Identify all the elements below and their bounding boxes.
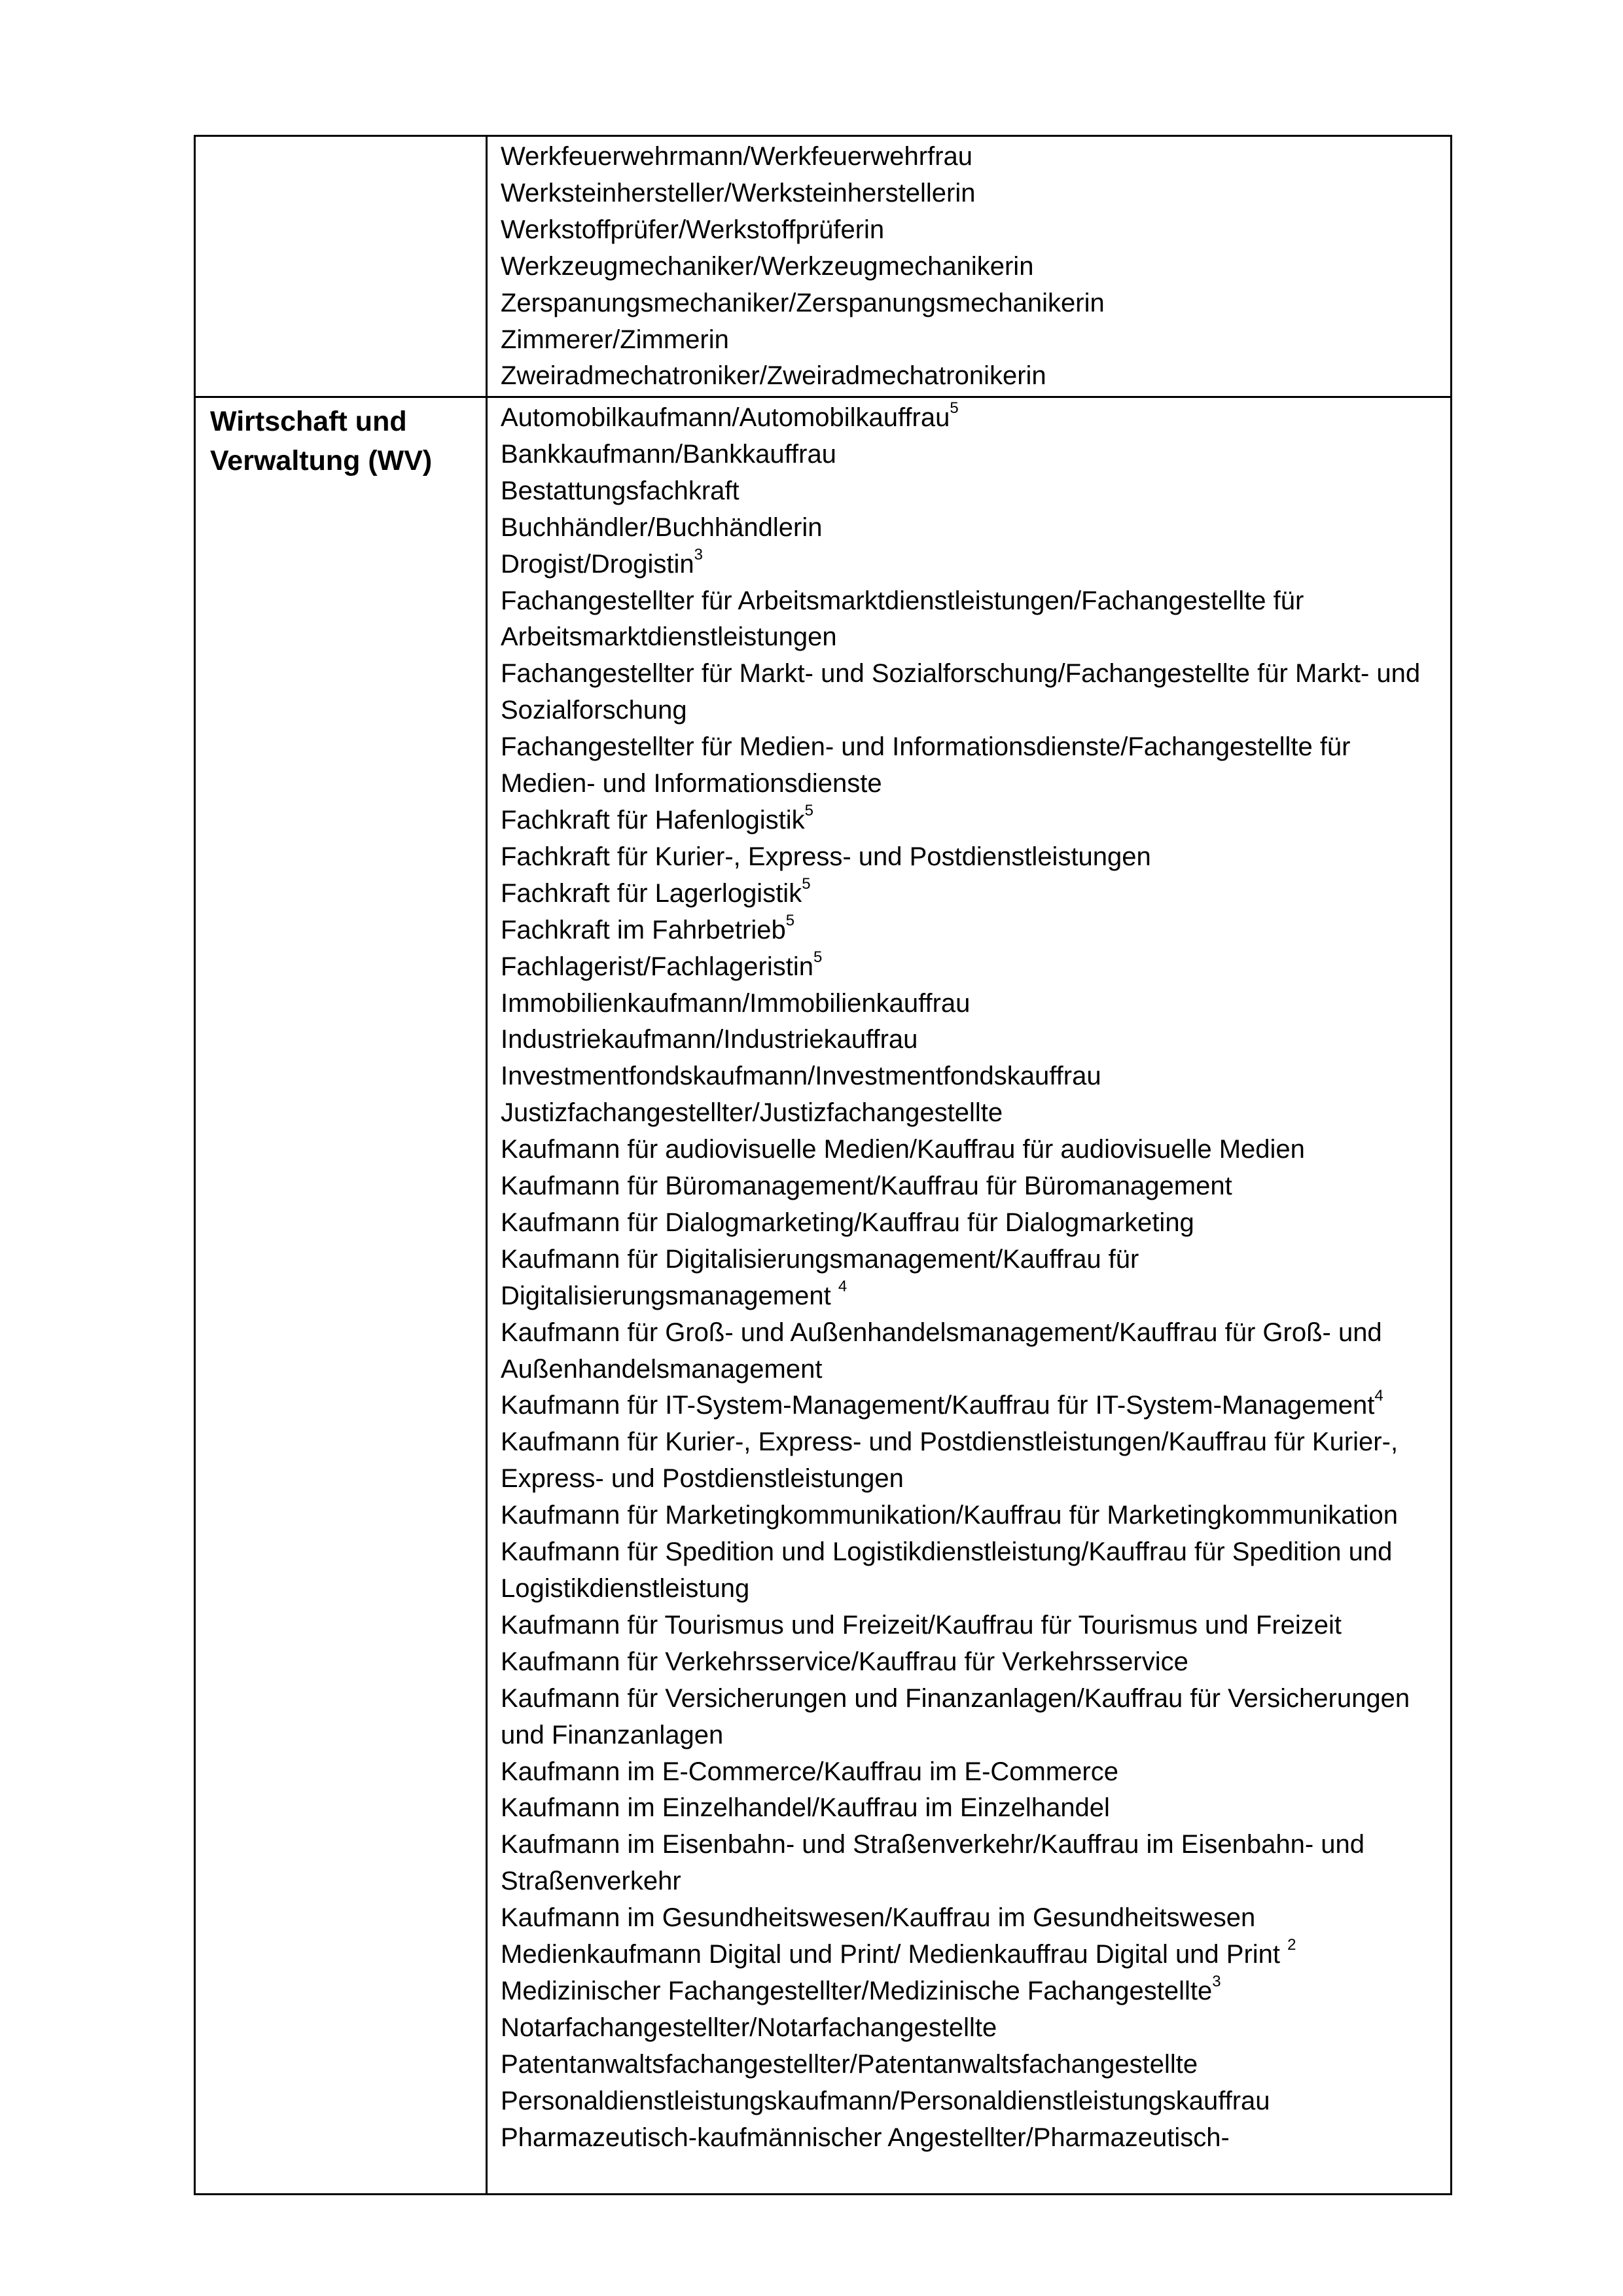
occupation-text: Bankkaufmann/Bankkauffrau: [501, 439, 836, 469]
occupation-list-cell: [487, 397, 1452, 2195]
occupation-text: Buchhändler/Buchhändlerin: [501, 512, 823, 542]
occupation-text: Werkzeugmechaniker/Werkzeugmechanikerin: [501, 251, 1034, 281]
occupation-text: Patentanwaltsfachangestellter/Patentanwaltsfachangestellte: [501, 2049, 1198, 2079]
occupation-text: Notarfachangestellter/Notarfachangestellte: [501, 2013, 997, 2042]
occupation-item: [501, 322, 1450, 359]
occupation-item: [501, 212, 1450, 249]
occupation-item: [501, 1900, 1450, 1937]
occupation-item: [501, 1022, 1450, 1058]
occupation-text: Kaufmann im Eisenbahn- und Straßenverkehr/Kauffrau im Eisenbahn- und Straßenverkehr: [501, 1830, 1365, 1896]
occupation-text: Kaufmann für IT-System-Management/Kauffrau für IT-System-Management: [501, 1391, 1375, 1420]
occupation-item: [501, 2047, 1450, 2083]
occupation-text: Fachangestellter für Medien- und Informationsdienste/Fachangestellte für Medien- und Informationsdienste: [501, 732, 1351, 798]
occupation-text: Medienkaufmann Digital und Print/ Medienkauffrau Digital und Print: [501, 1940, 1288, 1969]
occupation-list-cell: [487, 136, 1452, 397]
occupation-item: [501, 1388, 1450, 1424]
occupation-item: [501, 175, 1450, 212]
occupation-text: Zerspanungsmechaniker/Zerspanungsmechanikerin: [501, 288, 1105, 317]
occupation-item: [501, 2120, 1450, 2157]
occupation-item: [501, 1424, 1450, 1498]
category-cell: [195, 136, 487, 397]
occupation-text: Kaufmann im E-Commerce/Kauffrau im E-Commerce: [501, 1757, 1118, 1786]
occupation-text: Fachkraft für Hafenlogistik: [501, 805, 805, 834]
occupation-item: [501, 285, 1450, 322]
occupation-item: [501, 1644, 1450, 1681]
occupation-item: [501, 547, 1450, 583]
occupation-text: Kaufmann für Spedition und Logistikdienstleistung/Kauffrau für Spedition und Logistikdienstleistung: [501, 1537, 1393, 1603]
occupation-item: [501, 1790, 1450, 1827]
occupation-text: Fachkraft im Fahrbetrieb: [501, 915, 786, 944]
table-row: [195, 397, 1452, 2195]
occupation-text: Werkfeuerwehrmann/Werkfeuerwehrfrau: [501, 142, 973, 171]
occupation-text: Fachlagerist/Fachlageristin: [501, 952, 813, 981]
occupation-text: Justizfachangestellter/Justizfachangestellte: [501, 1098, 1003, 1128]
occupation-item: [501, 1205, 1450, 1242]
occupation-item: [501, 473, 1450, 510]
occupation-text: Kaufmann für Verkehrsservice/Kauffrau für Verkehrsservice: [501, 1647, 1188, 1676]
occupation-item: [501, 912, 1450, 949]
category-cell: [195, 397, 487, 2195]
occupation-item: [501, 1498, 1450, 1534]
occupation-text: Zimmerer/Zimmerin: [501, 325, 729, 354]
occupation-item: [501, 583, 1450, 656]
occupation-text: Drogist/Drogistin: [501, 549, 694, 579]
occupation-text: Kaufmann im Einzelhandel/Kauffrau im Einzelhandel: [501, 1793, 1110, 1823]
occupation-item: [501, 1754, 1450, 1791]
footnote-marker: 5: [785, 911, 795, 929]
table-row: [195, 136, 1452, 397]
occupation-text: Fachkraft für Kurier-, Express- und Postdienstleistungen: [501, 842, 1151, 871]
occupation-text: Bestattungsfachkraft: [501, 476, 740, 505]
occupation-text: Kaufmann für Groß- und Außenhandelsmanagement/Kauffrau für Groß- und Außenhandelsmanagement: [501, 1318, 1382, 1384]
occupation-text: Kaufmann für Dialogmarketing/Kauffrau für Dialogmarketing: [501, 1208, 1194, 1237]
occupation-item: [501, 656, 1450, 729]
occupation-text: Kaufmann für Marketingkommunikation/Kauffrau für Marketingkommunikation: [501, 1501, 1399, 1530]
occupation-text: Kaufmann für Tourismus und Freizeit/Kauffrau für Tourismus und Freizeit: [501, 1610, 1342, 1640]
footnote-marker: 5: [950, 399, 959, 417]
occupation-item: [501, 510, 1450, 547]
footnote-marker: 2: [1287, 1936, 1296, 1954]
occupation-text: Fachkraft für Lagerlogistik: [501, 878, 802, 908]
occupation-text: Immobilienkaufmann/Immobilienkauffrau: [501, 988, 971, 1018]
occupation-text: Investmentfondskaufmann/Investmentfondskauffrau: [501, 1062, 1101, 1091]
occupation-item: [501, 1242, 1450, 1315]
occupation-item: [501, 802, 1450, 839]
occupation-item: [501, 400, 1450, 437]
occupation-item: [501, 2083, 1450, 2120]
occupation-item: [501, 358, 1450, 395]
occupation-item: [501, 1168, 1450, 1205]
occupation-item: [501, 1058, 1450, 1095]
occupation-table: [194, 135, 1452, 2195]
occupation-item: [501, 1973, 1450, 2010]
occupation-item: [501, 1607, 1450, 1644]
footnote-marker: 5: [802, 874, 811, 893]
occupation-item: [501, 1534, 1450, 1607]
occupation-item: [501, 1315, 1450, 1388]
occupation-item: [501, 437, 1450, 473]
occupation-item: [501, 1827, 1450, 1900]
footnote-marker: 5: [813, 948, 823, 966]
occupation-item: [501, 1681, 1450, 1754]
occupation-text: Kaufmann im Gesundheitswesen/Kauffrau im Gesundheitswesen: [501, 1903, 1256, 1933]
footnote-marker: 4: [838, 1277, 847, 1295]
occupation-text: Werkstoffprüfer/Werkstoffprüferin: [501, 215, 885, 244]
occupation-text: Medizinischer Fachangestellter/Medizinische Fachangestellte: [501, 1976, 1213, 2005]
footnote-marker: 3: [1212, 1972, 1221, 1990]
occupation-item: [501, 249, 1450, 285]
category-label: Wirtschaft und Verwaltung (WV): [210, 406, 433, 476]
occupation-text: Personaldienstleistungskaufmann/Personaldienstleistungskauffrau: [501, 2086, 1270, 2115]
occupation-item: [501, 139, 1450, 175]
occupation-text: Kaufmann für audiovisuelle Medien/Kauffrau für audiovisuelle Medien: [501, 1135, 1305, 1164]
occupation-item: [501, 2010, 1450, 2047]
occupation-item: [501, 1937, 1450, 1973]
occupation-text: Kaufmann für Versicherungen und Finanzanlagen/Kauffrau für Versicherungen und Finanzanlagen: [501, 1683, 1410, 1749]
occupation-text: Kaufmann für Digitalisierungsmanagement/Kauffrau für Digitalisierungsmanagement: [501, 1244, 1139, 1310]
occupation-item: [501, 876, 1450, 912]
occupation-text: Werksteinhersteller/Werksteinherstellerin: [501, 178, 976, 207]
occupation-item: [501, 986, 1450, 1022]
occupation-text: Fachangestellter für Arbeitsmarktdienstleistungen/Fachangestellte für Arbeitsmarktdienstleistungen: [501, 586, 1304, 652]
occupation-item: [501, 949, 1450, 986]
occupation-text: Pharmazeutisch-kaufmännischer Angestellter/Pharmazeutisch-: [501, 2123, 1230, 2152]
occupation-item: [501, 729, 1450, 802]
occupation-text: Fachangestellter für Markt- und Sozialforschung/Fachangestellte für Markt- und Sozialforschung: [501, 659, 1421, 725]
footnote-marker: 5: [804, 801, 813, 819]
occupation-item: [501, 1132, 1450, 1168]
occupation-item: [501, 1095, 1450, 1132]
occupation-text: Kaufmann für Kurier-, Express- und Postdienstleistungen/Kauffrau für Kurier-, Express- und Postdienstleistungen: [501, 1427, 1399, 1494]
footnote-marker: 4: [1374, 1387, 1383, 1405]
occupation-item: [501, 839, 1450, 876]
occupation-text: Kaufmann für Büromanagement/Kauffrau für Büromanagement: [501, 1172, 1232, 1201]
occupation-text: Zweiradmechatroniker/Zweiradmechatronikerin: [501, 361, 1046, 391]
footnote-marker: 3: [694, 545, 704, 564]
occupation-text: Industriekaufmann/Industriekauffrau: [501, 1025, 918, 1054]
occupation-text: Automobilkaufmann/Automobilkauffrau: [501, 403, 950, 432]
